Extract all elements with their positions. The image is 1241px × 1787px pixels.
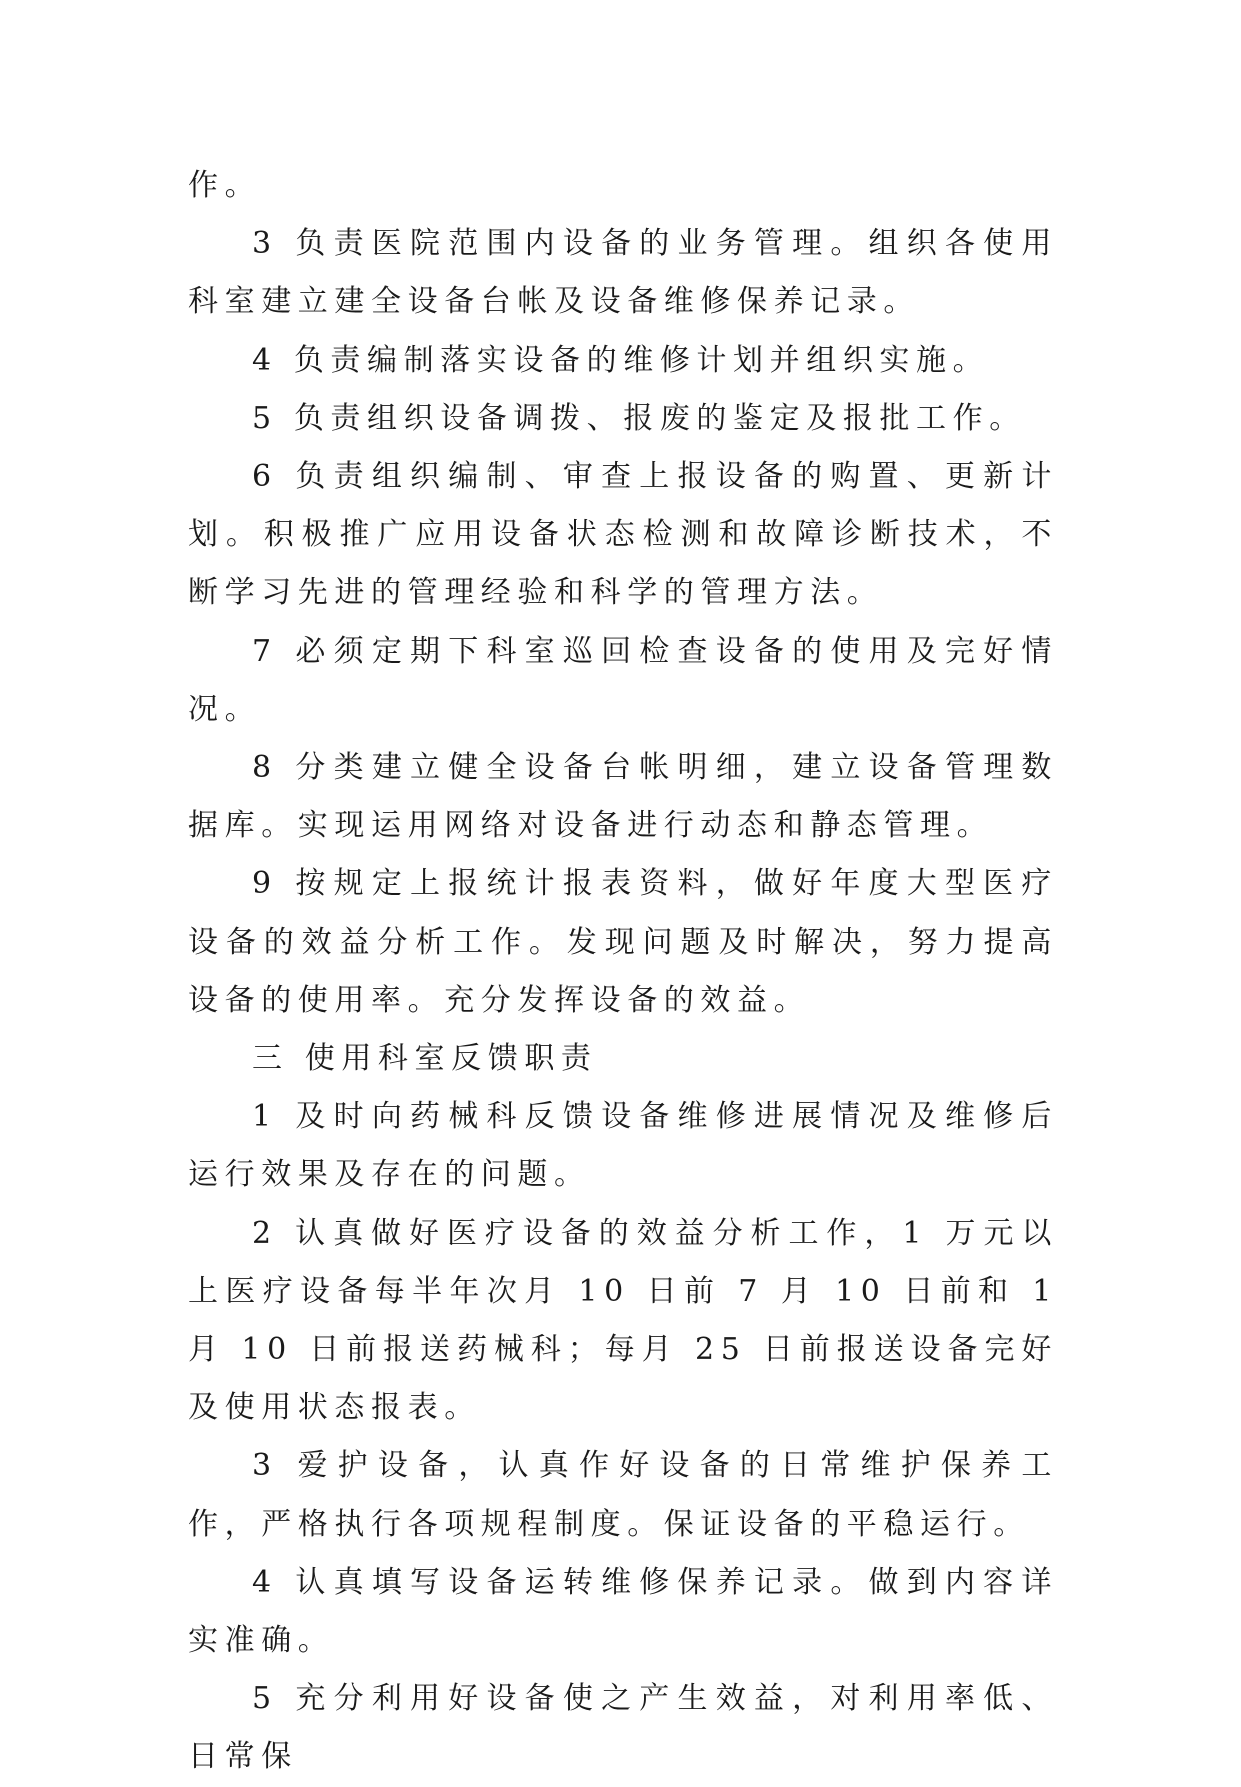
section-heading: 三 使用科室反馈职责 — [252, 1041, 598, 1077]
paragraph: 9 按规定上报统计报表资料，做好年度大型医疗设备的效益分析工作。发现问题及时解决，努力提高设备的使用率。充分发挥设备的效益。 — [188, 866, 1058, 1018]
paragraph: 4 负责编制落实设备的维修计划并组织实施。 — [252, 342, 990, 378]
paragraph: 1 及时向药械科反馈设备维修进展情况及维修后运行效果及存在的问题。 — [188, 1099, 1058, 1193]
paragraph: 作。 — [188, 168, 262, 203]
paragraph: 5 负责组织设备调拨、报废的鉴定及报批工作。 — [252, 400, 1026, 436]
paragraph: 3 负责医院范围内设备的业务管理。组织各使用科室建立建全设备台帐及设备维修保养记录。 — [188, 226, 1058, 320]
paragraph: 2 认真做好医疗设备的效益分析工作，1 万元以上医疗设备每半年次月 10 日前 7 月 10 日前和 1 月 10 日前报送药械科；每月 25 日前报送设备完好及使用状态报表。 — [188, 1215, 1058, 1426]
document-body — [188, 157, 1058, 1787]
paragraph: 4 认真填写设备运转维修保养记录。做到内容详实准确。 — [188, 1564, 1058, 1659]
paragraph: 5 充分利用好设备使之产生效益，对利用率低、日常保 — [188, 1681, 1058, 1775]
paragraph: 3 爱护设备，认真作好设备的日常维护保养工作，严格执行各项规程制度。保证设备的平稳运行。 — [188, 1448, 1058, 1542]
paragraph: 7 必须定期下科室巡回检查设备的使用及完好情况。 — [188, 633, 1058, 727]
paragraph: 8 分类建立健全设备台帐明细，建立设备管理数据库。实现运用网络对设备进行动态和静态管理。 — [188, 750, 1058, 844]
paragraph: 6 负责组织编制、审查上报设备的购置、更新计划。积极推广应用设备状态检测和故障诊断技术，不断学习先进的管理经验和科学的管理方法。 — [188, 459, 1058, 611]
